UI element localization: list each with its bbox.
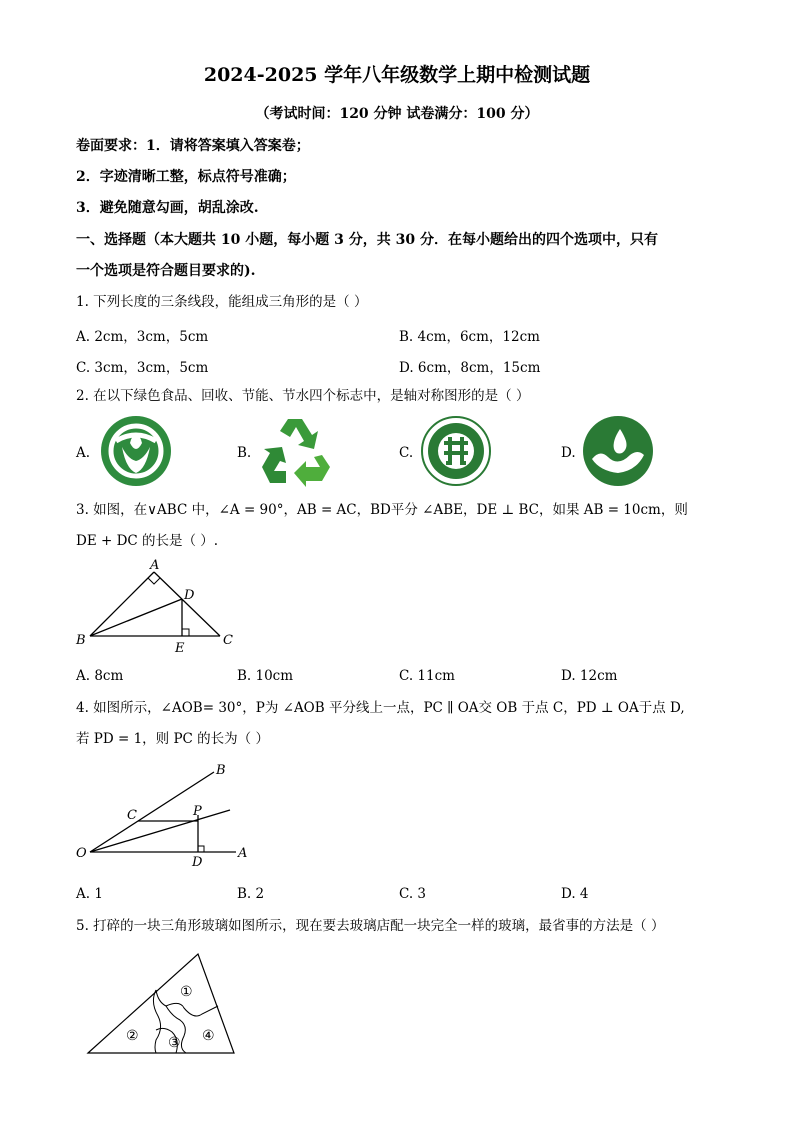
- requirement-3: 3．避免随意勾画，胡乱涂改.: [76, 200, 259, 216]
- requirement-1: 卷面要求：1．请将答案填入答案卷；: [76, 138, 310, 154]
- recycle-icon: [258, 415, 332, 487]
- q4-label-a: A: [238, 846, 248, 861]
- q4-option-a[interactable]: A. 1: [76, 886, 103, 902]
- q3-label-a: A: [150, 558, 160, 573]
- exam-subtitle: （考试时间：120 分钟 试卷满分：100 分）: [255, 106, 539, 122]
- q5-stem: 5. 打碎的一块三角形玻璃如图所示，现在要去玻璃店配一块完全一样的玻璃，最省事的方法是（ ）: [76, 918, 665, 934]
- water-saving-logo-icon: [582, 415, 654, 487]
- q4-stem-line1: 4. 如图所示，∠AOB= 30°，P为 ∠AOB 平分线上一点，PC ∥ OA交 OB 于点 C，PD ⊥ OA于点 D,: [76, 700, 685, 716]
- q4-option-c[interactable]: C. 3: [399, 886, 427, 902]
- q3-option-b[interactable]: B. 10cm: [237, 668, 294, 684]
- q5-piece-4-label: ④: [202, 1028, 215, 1044]
- q3-option-a[interactable]: A. 8cm: [76, 668, 124, 684]
- q1-option-a[interactable]: A. 2cm，3cm，5cm: [76, 329, 209, 345]
- q3-stem-line2: DE + DC 的长是（ ）.: [76, 533, 219, 549]
- q5-broken-glass-figure: [84, 950, 244, 1060]
- q3-triangle-figure: [72, 558, 242, 656]
- q4-label-d: D: [192, 855, 203, 870]
- q3-label-c: C: [223, 633, 233, 648]
- q4-angle-figure: [72, 760, 252, 870]
- q3-label-e: E: [175, 641, 185, 656]
- q3-label-d: D: [184, 588, 195, 603]
- q4-label-c: C: [127, 808, 137, 823]
- q3-stem-line1: 3. 如图，在∨ABC 中，∠A = 90°，AB = AC，BD平分 ∠ABE，DE ⊥ BC，如果 AB = 10cm，则: [76, 502, 688, 518]
- q5-piece-1-label: ①: [180, 984, 193, 1000]
- q3-option-c[interactable]: C. 11cm: [399, 668, 455, 684]
- q4-label-o: O: [76, 846, 87, 861]
- q4-option-b[interactable]: B. 2: [237, 886, 265, 902]
- q4-option-d[interactable]: D. 4: [561, 886, 589, 902]
- requirement-2: 2．字迹清晰工整，标点符号准确；: [76, 169, 296, 185]
- green-food-logo-icon: [100, 415, 172, 487]
- q2-option-c-label[interactable]: C.: [399, 445, 414, 461]
- q2-stem: 2. 在以下绿色食品、回收、节能、节水四个标志中，是轴对称图形的是（ ）: [76, 388, 530, 404]
- q2-option-b-label[interactable]: B.: [237, 445, 252, 461]
- q1-option-c[interactable]: C. 3cm，3cm，5cm: [76, 360, 209, 376]
- q5-piece-2-label: ②: [126, 1028, 139, 1044]
- q4-label-p: P: [193, 804, 202, 819]
- exam-title: 2024-2025 学年八年级数学上期中检测试题: [203, 64, 591, 86]
- q4-label-b: B: [216, 763, 226, 778]
- section-heading-line1: 一、选择题（本大题共 10 小题，每小题 3 分，共 30 分．在每小题给出的四个选项中，只有: [76, 232, 658, 248]
- q1-option-d[interactable]: D. 6cm，8cm，15cm: [399, 360, 541, 376]
- q1-option-b[interactable]: B. 4cm，6cm，12cm: [399, 329, 540, 345]
- q2-option-d-label[interactable]: D.: [561, 445, 576, 461]
- q3-option-d[interactable]: D. 12cm: [561, 668, 618, 684]
- q3-label-b: B: [76, 633, 86, 648]
- section-heading-line2: 一个选项是符合题目要求的).: [76, 263, 256, 279]
- q5-piece-3-label: ③: [168, 1035, 181, 1051]
- energy-saving-logo-icon: [420, 415, 492, 487]
- q4-stem-line2: 若 PD = 1，则 PC 的长为（ ）: [76, 731, 269, 747]
- q1-stem: 1. 下列长度的三条线段，能组成三角形的是（ ）: [76, 294, 368, 310]
- q2-option-a-label[interactable]: A.: [76, 445, 91, 461]
